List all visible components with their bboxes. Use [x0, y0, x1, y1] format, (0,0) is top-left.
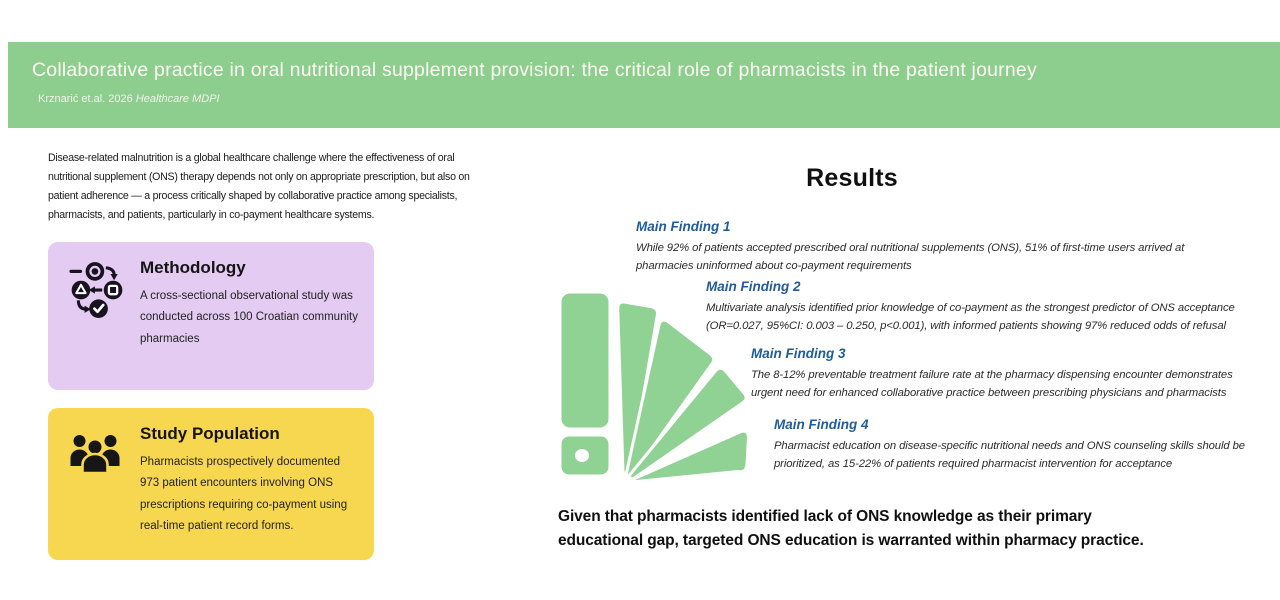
intro-paragraph: Disease-related malnutrition is a global healthcare challenge where the effectiveness of oral nutritional supplement (ONS) therapy depends not only on appropriate prescription, but also on patient adherence — a process critically shaped by collaborative practice among specialists, pharmacists, and patients, particularly in co-payment healthcare systems.: [48, 152, 470, 221]
fan-hole-dot: [575, 449, 589, 462]
citation: [38, 93, 220, 105]
finding-label: Main Finding 2: [706, 279, 801, 294]
study-population-text: Pharmacists prospectively documented 973 patient encounters involving ONS prescriptions requiring co-payment using real-time patient record forms.: [140, 456, 348, 532]
authors-text: Krznarić et.al. 2026: [38, 93, 133, 105]
finding-text: While 92% of patients accepted prescribed oral nutritional supplements (ONS), 51% of first-time users arrived at pharmacies uninformed about co-payment requirements: [636, 242, 1185, 273]
finding-text: The 8-12% preventable treatment failure rate at the pharmacy dispensing encounter demonstrates urgent need for enhanced collaborative practice between prescribing physicians and pharmacists: [751, 369, 1233, 400]
study-population-card: [48, 408, 374, 560]
main-finding-4: [774, 417, 1258, 474]
main-finding-3: [751, 346, 1256, 403]
results-heading: Results: [806, 164, 898, 192]
finding-label: Main Finding 3: [751, 346, 846, 361]
study-population-content: [140, 424, 360, 537]
methodology-card: [48, 242, 374, 390]
main-finding-2: [706, 279, 1258, 336]
conclusion-text: Given that pharmacists identified lack of ONS knowledge as their primary educational gap, targeted ONS education is warranted within pharmacy practice.: [558, 508, 1144, 550]
people-icon: [68, 432, 122, 483]
finding-text: Pharmacist education on disease-specific nutritional needs and ONS counseling skills should be prioritized, as 15-22% of patients required pharmacist intervention for acceptance: [774, 440, 1245, 471]
header-band: [8, 42, 1280, 128]
study-population-title: Study Population: [140, 424, 280, 443]
page-title: Collaborative practice in oral nutritional supplement provision: the critical role of pharmacists in the patient journey: [32, 59, 1037, 81]
finding-text: Multivariate analysis identified prior knowledge of co-payment as the strongest predictor of ONS acceptance (OR=0.027, 95%CI: 0.003 – 0.250, p<0.001), with informed patients showing 97% reduced odds of refusal: [706, 302, 1235, 333]
journal-name: Healthcare MDPI: [135, 93, 220, 105]
fan-card-vertical: [560, 292, 610, 429]
finding-label: Main Finding 1: [636, 219, 731, 234]
methodology-content: [140, 258, 360, 350]
workflow-icon: [68, 260, 126, 323]
methodology-text: A cross-sectional observational study was conducted across 100 Croatian community pharmacies: [140, 290, 358, 345]
methodology-title: Methodology: [140, 258, 246, 277]
finding-label: Main Finding 4: [774, 417, 869, 432]
main-finding-1: [636, 219, 1218, 276]
